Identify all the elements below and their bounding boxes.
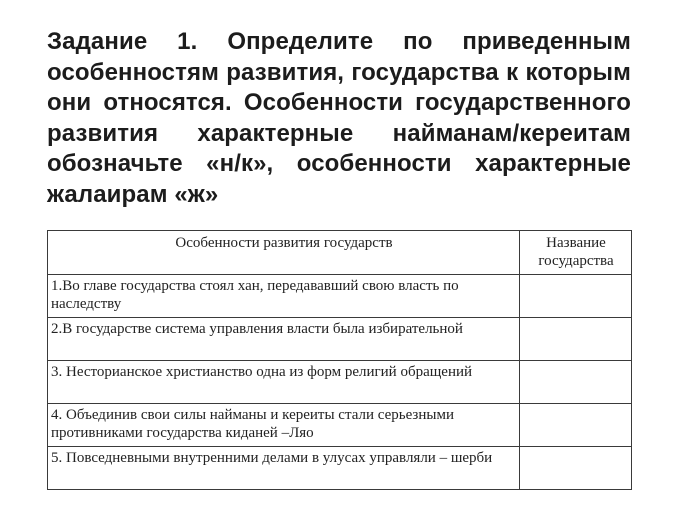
feature-cell: 3. Несторианское христианство одна из форм религий обращений	[48, 361, 520, 404]
answer-cell[interactable]	[520, 275, 632, 318]
features-table	[47, 230, 632, 490]
table-row	[48, 275, 632, 318]
feature-cell: 4. Объединив свои силы найманы и кереиты стали серьезными противниками государства киданей –Ляо	[48, 404, 520, 447]
task-statement: Задание 1. Определите по приведенным особенностям развития, государства к которым они относятся. Особенности государственного развития характерные найманам/кереитам обозначьте «н/к», особенности характерные жалаирам «ж»	[47, 28, 631, 208]
answer-cell[interactable]	[520, 404, 632, 447]
feature-cell: 1.Во главе государства стоял хан, передававший свою власть по наследству	[48, 275, 520, 318]
header-features: Особенности развития государств	[48, 231, 520, 275]
table-row	[48, 447, 632, 490]
answer-cell[interactable]	[520, 361, 632, 404]
table-row	[48, 404, 632, 447]
answer-cell[interactable]	[520, 318, 632, 361]
feature-cell: 2.В государстве система управления власти была избирательной	[48, 318, 520, 361]
table-row	[48, 318, 632, 361]
table-header-row	[48, 231, 632, 275]
header-state-name: Название государства	[520, 231, 632, 275]
answer-cell[interactable]	[520, 447, 632, 490]
table-row	[48, 361, 632, 404]
feature-cell: 5. Повседневными внутренними делами в улусах управляли – шерби	[48, 447, 520, 490]
